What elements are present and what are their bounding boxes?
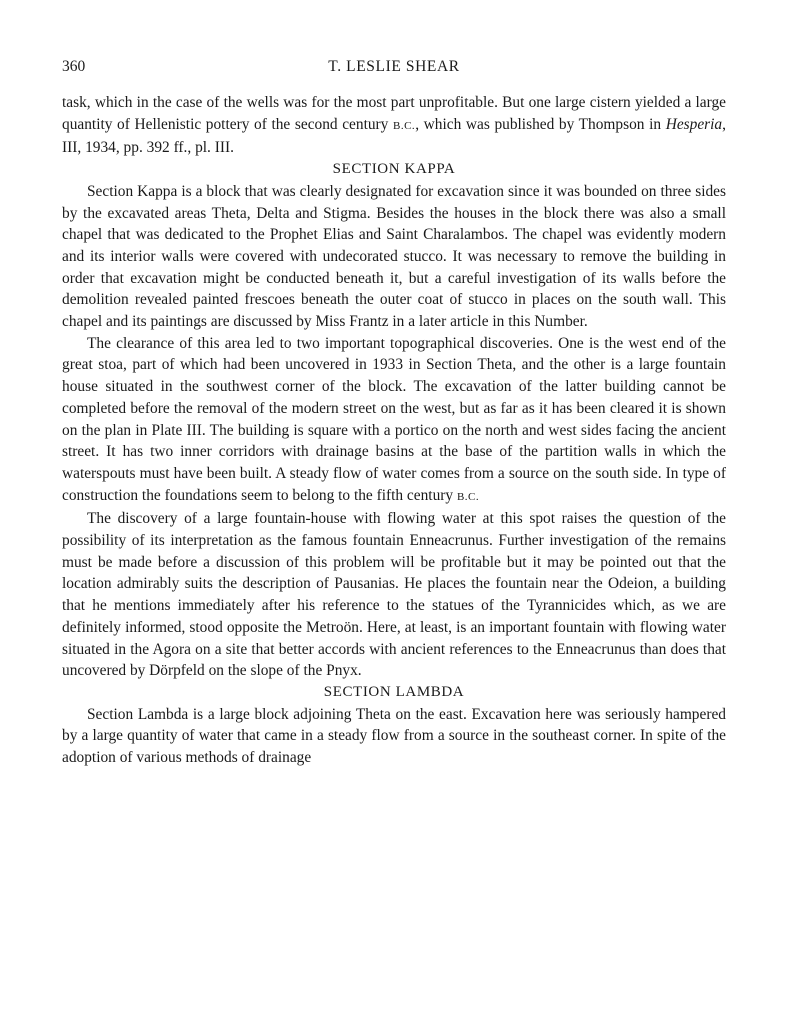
section-lambda-heading: SECTION LAMBDA xyxy=(323,683,465,700)
intro-paragraph xyxy=(62,92,726,159)
intro-text-c: , III, 1934, pp. 392 ff., pl. III. xyxy=(62,115,726,157)
kappa-paragraph-3: The discovery of a large fountain-house with flowing water at this spot raises the question of the possibility of its interpretation as the famous fountain Enneacrunus. Further investigation of the remains must be made before a discussion of this problem will be profitable but it may be pointed out that the location admirably suits the description of Pausanias. He places the fountain near the Odeion, a building that he mentions immediately after his reference to the statues of the Tyrannicides which, as we are definitely informed, stood opposite the Metroön. Here, at least, is an important fountain with flowing water situated in the Agora on a site that better accords with ancient references to the Enneacrunus than does that uncovered by Dörpfeld on the slope of the Pnyx. xyxy=(62,510,726,680)
intro-text-a: task, which in the case of the wells was for the most part unprofitable. But one large cistern yielded a large quantity of Hellenistic pottery of the second century xyxy=(62,94,726,133)
kappa-paragraph-2 xyxy=(62,333,726,509)
lambda-paragraph-1: Section Lambda is a large block adjoining Theta on the east. Excavation here was seriously hampered by a large quantity of water that came in a steady flow from a source in the southeast corner. In spite of the adoption of various methods of drainage xyxy=(62,705,726,767)
body-text xyxy=(62,92,726,769)
intro-bc-abbrev: B.C. xyxy=(393,119,416,132)
section-kappa-heading: SECTION KAPPA xyxy=(332,161,456,178)
kappa-bc-abbrev: B.C. xyxy=(456,490,480,503)
journal-title: Hesperia xyxy=(665,115,723,133)
page-number: 360 xyxy=(62,58,86,75)
kappa-paragraph-2-text: The clearance of this area led to two important topographical discoveries. One is the west end of the great stoa, part of which had been uncovered in 1933 in Section Theta, and the other is a large fountain house situated in the southwest corner of the block. The excavation of the latter building cannot be completed before the removal of the modern street on the west, but as far as it has been cleared it is shown on the plan in Plate III. The building is square with a portico on the north and west sides facing the ancient street. It has two inner corridors with drainage basins at the base of the partition walls in which the waterspouts must have been built. A steady flow of water comes from a source on the south side. In type of construction the foundations seem to belong to the fifth century xyxy=(62,334,726,504)
running-head: T. LESLIE SHEAR xyxy=(328,58,460,75)
intro-text-b: , which was published by Thompson in xyxy=(415,115,666,133)
page-header xyxy=(62,58,726,80)
kappa-paragraph-1: Section Kappa is a block that was clearly designated for excavation since it was bounded on three sides by the excavated areas Theta, Delta and Stigma. Besides the houses in the block there was also a small chapel that was dedicated to the Prophet Elias and Saint Charalambos. The chapel was evidently modern and its interior walls were covered with undecorated stucco. It was necessary to remove the building in order that excavation might be conducted beneath it, but a careful investigation of its walls before the demolition revealed painted frescoes beneath the outer coat of stucco in places on the south wall. This chapel and its paintings are discussed by Miss Frantz in a later article in this Number. xyxy=(62,182,726,331)
